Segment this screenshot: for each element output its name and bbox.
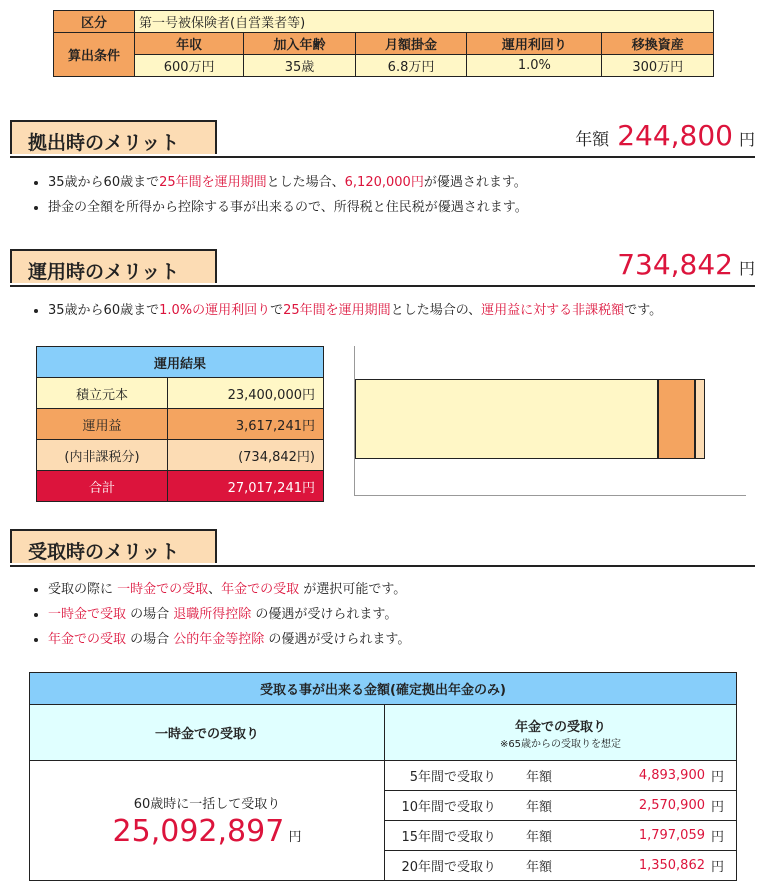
kind-value: 第一号被保険者(自営業者等)	[135, 11, 714, 33]
lump-amount: 25,092,897	[112, 813, 285, 849]
table-row: 積立元本 23,400,000円	[37, 378, 324, 409]
header-age: 加入年齢	[244, 33, 355, 55]
list-item: • 受取の際に 一時金での受取、年金での受取 が選択可能です。	[48, 577, 410, 602]
header-transfer: 移換資産	[602, 33, 714, 55]
amount-value: 244,800	[617, 119, 733, 152]
value-monthly: 6.8万円	[355, 55, 466, 77]
amount-prefix: 年額	[575, 130, 610, 150]
pension-row: 10年間で受取り 年額 2,570,900 円	[385, 791, 737, 821]
list-item: • 一時金で受取 の場合 退職所得控除 の優遇が受けられます。	[48, 602, 410, 627]
chart-bar-segment-1	[355, 379, 658, 459]
contribution-bullets	[30, 170, 528, 220]
lump-unit: 円	[288, 829, 302, 845]
conditions-table	[53, 10, 714, 77]
list-item: • 35歳から60歳まで1.0%の運用利回りで25年間を運用期間とした場合の、運用益に対する非課税額です。	[48, 298, 662, 323]
investment-section-header	[10, 249, 755, 287]
amount-unit: 円	[738, 130, 755, 149]
amount-unit: 円	[738, 259, 755, 278]
header-monthly: 月額掛金	[355, 33, 466, 55]
kind-label: 区分	[54, 11, 135, 33]
stacked-bar-chart	[354, 346, 746, 496]
value-income: 600万円	[135, 55, 244, 77]
lump-desc: 60歳時に一括して受取り	[133, 796, 281, 812]
table-row: 合計 27,017,241円	[37, 471, 324, 502]
result-title: 運用結果	[37, 347, 324, 378]
value-yield: 1.0%	[467, 55, 602, 77]
investment-amount	[609, 248, 755, 281]
receipt-title: 受取時のメリット	[10, 529, 217, 563]
investment-bullets	[30, 298, 662, 323]
amount-value: 734,842	[617, 248, 733, 281]
header-yield: 運用利回り	[467, 33, 602, 55]
receive-table	[29, 672, 737, 881]
value-age: 35歳	[244, 55, 355, 77]
pension-row: 15年間で受取り 年額 1,797,059 円	[385, 821, 737, 851]
table-row: (内非課税分) (734,842円)	[37, 440, 324, 471]
contribution-amount	[575, 119, 755, 152]
receive-title: 受取る事が出来る金額(確定拠出年金のみ)	[30, 673, 737, 705]
investment-title: 運用時のメリット	[10, 249, 217, 283]
lump-header: 一時金での受取り	[30, 705, 385, 761]
list-item: • 年金での受取 の場合 公的年金等控除 の優遇が受けられます。	[48, 627, 410, 652]
pension-header: 年金での受取り ※65歳からの受取りを想定	[385, 705, 737, 761]
lump-cell	[30, 761, 385, 881]
value-transfer: 300万円	[602, 55, 714, 77]
pension-row: 20年間で受取り 年額 1,350,862 円	[385, 851, 737, 881]
header-income: 年収	[135, 33, 244, 55]
receipt-bullets	[30, 577, 410, 652]
pension-note: ※65歳からの受取りを想定	[499, 738, 622, 750]
result-table	[36, 346, 324, 502]
chart-bar-segment-2	[658, 379, 695, 459]
contribution-title: 拠出時のメリット	[10, 120, 217, 154]
list-item: • 掛金の全額を所得から控除する事が出来るので、所得税と住民税が優遇されます。	[48, 195, 528, 220]
table-row: 運用益 3,617,241円	[37, 409, 324, 440]
list-item: • 35歳から60歳まで25年間を運用期間とした場合、6,120,000円が優遇されます。	[48, 170, 528, 195]
chart-bar-segment-3	[695, 379, 705, 459]
pension-row: 5年間で受取り 年額 4,893,900 円	[385, 761, 737, 791]
calc-label: 算出条件	[54, 33, 135, 77]
receipt-section-header	[10, 529, 755, 567]
contribution-section-header	[10, 120, 755, 158]
